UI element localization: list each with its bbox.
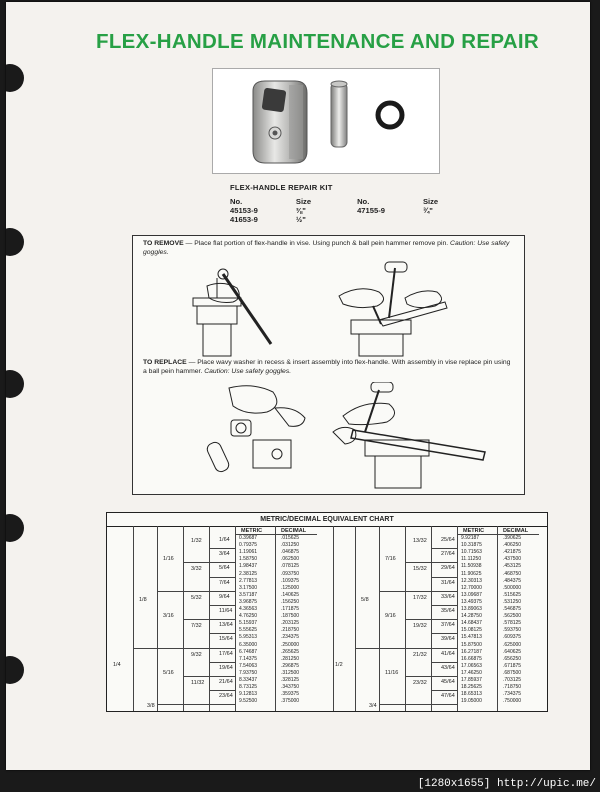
fraction-32nds: 13/32 [413,538,427,544]
metric-value: 8.33437 [239,677,258,683]
decimal-value: .250000 [281,641,300,648]
header-no: No. [230,197,243,206]
table-row [230,206,476,215]
binder-hole [6,228,24,256]
metric-value: 17.06563 [461,662,482,669]
fraction-32nds: 23/32 [413,680,427,686]
decimal-header: DECIMAL [281,528,307,534]
decimal-value: .734375 [503,691,522,698]
table-gridline [431,662,457,663]
repair-kit-table [230,183,476,224]
table-gridline [209,577,235,578]
fraction-64ths: 1/64 [219,537,230,543]
fraction-64ths: 37/64 [441,622,455,629]
metric-value: 10.71563 [461,549,482,556]
table-gridline [379,526,380,711]
table-gridline [209,633,235,634]
metric-value: 4.76250 [239,613,258,620]
metric-value: 19.05000 [461,698,482,705]
repair-kit-photo [212,68,440,174]
remove-instructions [143,240,515,257]
table-gridline [183,591,209,592]
decimal-value: .343750 [281,684,300,691]
decimal-value: .593750 [503,627,522,634]
metric-value: 13.89063 [461,606,482,612]
procedure-box [132,235,525,495]
remove-text: — Place flat portion of flex-handle in vise. Using punch & ball pein hammer remove pin. [183,240,451,247]
catalog-page [6,2,590,770]
table-gridline [133,648,157,649]
page-title: FLEX-HANDLE MAINTENANCE AND REPAIR [96,30,539,53]
part-size: ¾" [422,206,433,215]
remove-caution: Caution: Use safety goggles. [143,240,510,256]
fraction-64ths: 27/64 [441,551,455,558]
metric-value: 13.49375 [461,598,482,605]
repair-kit-parts-table [230,197,476,224]
fraction-64ths: 33/64 [441,593,455,600]
fraction-64ths: 45/64 [441,679,455,685]
metric-value: 7.14375 [239,655,258,662]
decimal-value: .375000 [281,698,300,705]
metric-value: 3.57187 [239,591,258,598]
table-gridline [379,648,405,649]
table-gridline [431,676,457,677]
metric-decimal-chart [106,512,548,712]
decimal-value: .031250 [281,542,300,549]
repair-kit-parts-illustration [213,69,439,173]
image-credit: [1280x1655] http://upic.me/ [417,778,596,790]
decimal-value: .187500 [281,613,300,620]
binder-hole [6,370,24,398]
decimal-value: .406250 [503,542,522,549]
fraction-32nds: 19/32 [413,623,427,630]
decimal-value: .265625 [281,648,300,655]
table-row [230,215,476,224]
replace-instructions [143,359,515,376]
decimal-value: .484375 [503,577,522,584]
fraction-32nds: 1/32 [191,538,202,544]
fraction-32nds: 5/32 [191,594,202,601]
decimal-value: .437500 [503,556,522,563]
replace-label: TO REPLACE [143,359,187,366]
table-gridline [209,619,235,620]
decimal-header: DECIMAL [503,528,529,534]
metric-value: 15.08125 [461,627,482,634]
metric-value: 2.77813 [239,577,258,584]
decimal-value: .703125 [503,677,522,683]
fraction-64ths: 29/64 [441,565,455,572]
decimal-value: .093750 [281,570,300,577]
metric-value: 12.70000 [461,584,482,591]
fraction-32nds: 17/32 [413,594,427,601]
metric-value: 5.15937 [239,620,258,627]
table-gridline [209,704,235,705]
metric-value: 9.92187 [461,535,480,541]
metric-value: 13.09687 [461,591,482,598]
decimal-value: .546875 [503,606,522,612]
table-gridline [431,548,457,549]
table-gridline [209,676,235,677]
table-gridline [431,591,457,592]
metric-header: METRIC [463,528,485,534]
fraction-16ths: 5/16 [163,669,174,676]
metric-value: 1.98437 [239,563,258,570]
fraction-64ths: 21/64 [219,679,233,685]
header-size: Size [422,197,439,206]
replace-caution: Caution: Use safety goggles. [204,367,292,375]
decimal-value: .625000 [503,641,522,648]
table-gridline [209,662,235,663]
table-gridline [209,591,235,592]
metric-value: 17.46250 [461,669,482,676]
table-gridline [157,526,158,711]
decimal-value: .578125 [503,620,522,627]
table-gridline [405,562,431,563]
fraction-64ths: 31/64 [441,579,455,586]
decimal-value: .453125 [503,563,522,570]
table-gridline [431,690,457,691]
table-gridline [209,648,235,649]
metric-value: 11.50938 [461,563,482,570]
metric-value: 15.87500 [461,641,482,648]
decimal-value: .656250 [503,655,522,662]
part-size: ⅜" [295,206,306,215]
metric-value: 9.52500 [239,698,258,705]
fraction-64ths: 3/64 [219,551,230,558]
metric-value: 10.31875 [461,542,482,549]
table-gridline [183,648,209,649]
fraction-major: 1/2 [335,661,343,668]
table-gridline [333,526,334,711]
table-gridline [183,619,209,620]
binder-hole [6,64,24,92]
replace-text: — Place wavy washer in recess & insert assembly into flex-handle. With assembly in vise replace pin using a ball pein hammer. [143,359,511,375]
decimal-value: .500000 [503,584,522,591]
fraction-8ths: 5/8 [361,596,369,603]
metric-value: 6.35000 [239,641,258,648]
decimal-value: .640625 [503,648,522,655]
table-gridline [235,526,236,711]
metric-value: 0.79375 [239,542,258,549]
metric-value: 18.25625 [461,684,482,691]
metric-value: 7.54063 [239,662,258,669]
metric-value: 15.47813 [461,634,482,641]
metric-value: 1.58750 [239,556,258,563]
table-gridline [183,676,209,677]
remove-label: TO REMOVE [143,240,184,247]
metric-value: 5.95313 [239,634,258,641]
decimal-value: .078125 [281,563,300,570]
fraction-64ths: 5/64 [219,565,230,572]
table-gridline [209,605,235,606]
metric-value: 8.73125 [239,684,258,691]
fraction-64ths: 13/64 [219,622,233,629]
fraction-16ths: 11/16 [385,669,399,676]
table-gridline [183,562,209,563]
fraction-32nds: 9/32 [191,651,202,658]
decimal-value: .281250 [281,655,300,662]
replace-pin-illustration [193,382,493,490]
decimal-value: .109375 [281,577,300,584]
fraction-32nds: 3/32 [191,566,202,573]
metric-value: 18.65313 [461,691,482,698]
table-gridline [209,562,235,563]
fraction-32nds: 7/32 [191,623,202,630]
table-gridline [405,619,431,620]
metric-value: 9.12813 [239,691,258,698]
chart-title: METRIC/DECIMAL EQUIVALENT CHART [107,513,547,527]
fraction-16ths: 7/16 [385,556,396,563]
table-gridline [431,633,457,634]
decimal-value: .125000 [281,584,300,591]
binder-hole [6,656,24,684]
fraction-8ths: 1/8 [139,596,147,603]
metric-value: 11.90625 [461,570,482,577]
metric-header: METRIC [241,528,263,534]
decimal-value: .171875 [281,606,300,612]
metric-value: 11.11250 [461,556,482,563]
fraction-64ths: 39/64 [441,636,455,643]
metric-value: 6.74687 [239,648,258,655]
part-number: 45153-9 [230,206,258,215]
fraction-major: 1/4 [113,661,121,668]
table-gridline [431,648,457,649]
table-gridline [183,704,209,705]
decimal-value: .718750 [503,684,522,691]
part-number: 41653-9 [230,215,258,224]
fraction-16ths: 1/16 [163,556,174,563]
table-gridline [405,676,431,677]
fraction-64ths: 43/64 [441,664,455,671]
table-gridline [133,526,134,711]
fraction-64ths: 15/64 [219,636,233,643]
metric-value: 1.19061 [239,549,258,556]
metric-value: 3.17500 [239,584,258,591]
table-gridline [209,690,235,691]
fraction-64ths: 25/64 [441,537,455,543]
part-size [423,215,476,224]
decimal-value: .296875 [281,662,300,669]
decimal-value: .421875 [503,549,522,556]
metric-value: 16.66875 [461,655,482,662]
decimal-value: .359375 [281,691,300,698]
table-gridline [275,526,276,711]
metric-value: 14.68437 [461,620,482,627]
table-gridline [405,648,431,649]
decimal-value: .671875 [503,662,522,669]
table-gridline [379,704,405,705]
table-gridline [457,526,458,711]
fraction-64ths: 35/64 [441,608,455,614]
decimal-value: .015625 [281,535,300,541]
part-size: ½" [295,215,306,224]
decimal-value: .140625 [281,591,300,598]
fraction-16ths: 3/16 [163,613,174,619]
fraction-64ths: 19/64 [219,664,233,671]
fraction-64ths: 47/64 [441,693,455,700]
fraction-64ths: 41/64 [441,650,455,657]
metric-value: 3.96875 [239,598,258,605]
table-gridline [431,562,457,563]
repair-kit-heading: FLEX-HANDLE REPAIR KIT [230,183,333,192]
table-gridline [431,577,457,578]
metric-value: 7.93750 [239,669,258,676]
table-gridline [157,704,183,705]
fraction-32nds: 21/32 [413,651,427,658]
decimal-value: .609375 [503,634,522,641]
metric-value: 2.38125 [239,570,258,577]
part-number: 47155-9 [357,206,385,215]
table-gridline [405,704,431,705]
decimal-value: .562500 [503,613,522,620]
decimal-value: .234375 [281,634,300,641]
part-number [357,215,423,224]
fraction-64ths: 11/64 [219,608,233,614]
table-gridline [355,526,356,711]
table-gridline [379,591,405,592]
binder-hole [6,514,24,542]
metric-value: 17.85937 [461,677,482,683]
table-gridline [209,548,235,549]
table-gridline [431,605,457,606]
decimal-value: .218750 [281,627,300,634]
fraction-64ths: 7/64 [219,579,230,586]
metric-value: 4.36563 [239,606,258,612]
metric-value: 14.28750 [461,613,482,620]
decimal-value: .046875 [281,549,300,556]
metric-value: 12.30313 [461,577,482,584]
decimal-value: .312500 [281,669,300,676]
table-gridline [157,648,183,649]
decimal-value: .390625 [503,535,522,541]
fraction-64ths: 17/64 [219,650,233,657]
metric-value: 0.39687 [239,535,258,541]
table-gridline [157,591,183,592]
decimal-value: .062500 [281,556,300,563]
table-gridline [405,591,431,592]
fraction-bottom: 3/8 [147,703,155,709]
fraction-64ths: 9/64 [219,593,230,600]
fraction-bottom: 3/4 [369,703,377,709]
header-size: Size [295,197,312,206]
decimal-value: .468750 [503,570,522,577]
remove-pin-illustration [183,258,473,358]
fraction-32nds: 15/32 [413,566,427,573]
decimal-value: .750000 [503,698,522,705]
header-no: No. [357,197,370,206]
fraction-64ths: 23/64 [219,693,233,700]
decimal-value: .203125 [281,620,300,627]
decimal-value: .687500 [503,669,522,676]
table-gridline [497,526,498,711]
table-gridline [431,704,457,705]
decimal-value: .531250 [503,598,522,605]
decimal-value: .156250 [281,598,300,605]
table-gridline [355,648,379,649]
metric-value: 16.27187 [461,648,482,655]
table-gridline [431,619,457,620]
table-header-row [230,197,476,206]
fraction-16ths: 9/16 [385,613,396,619]
decimal-value: .515625 [503,591,522,598]
fraction-32nds: 11/32 [191,680,205,686]
decimal-value: .328125 [281,677,300,683]
metric-value: 5.55625 [239,627,258,634]
